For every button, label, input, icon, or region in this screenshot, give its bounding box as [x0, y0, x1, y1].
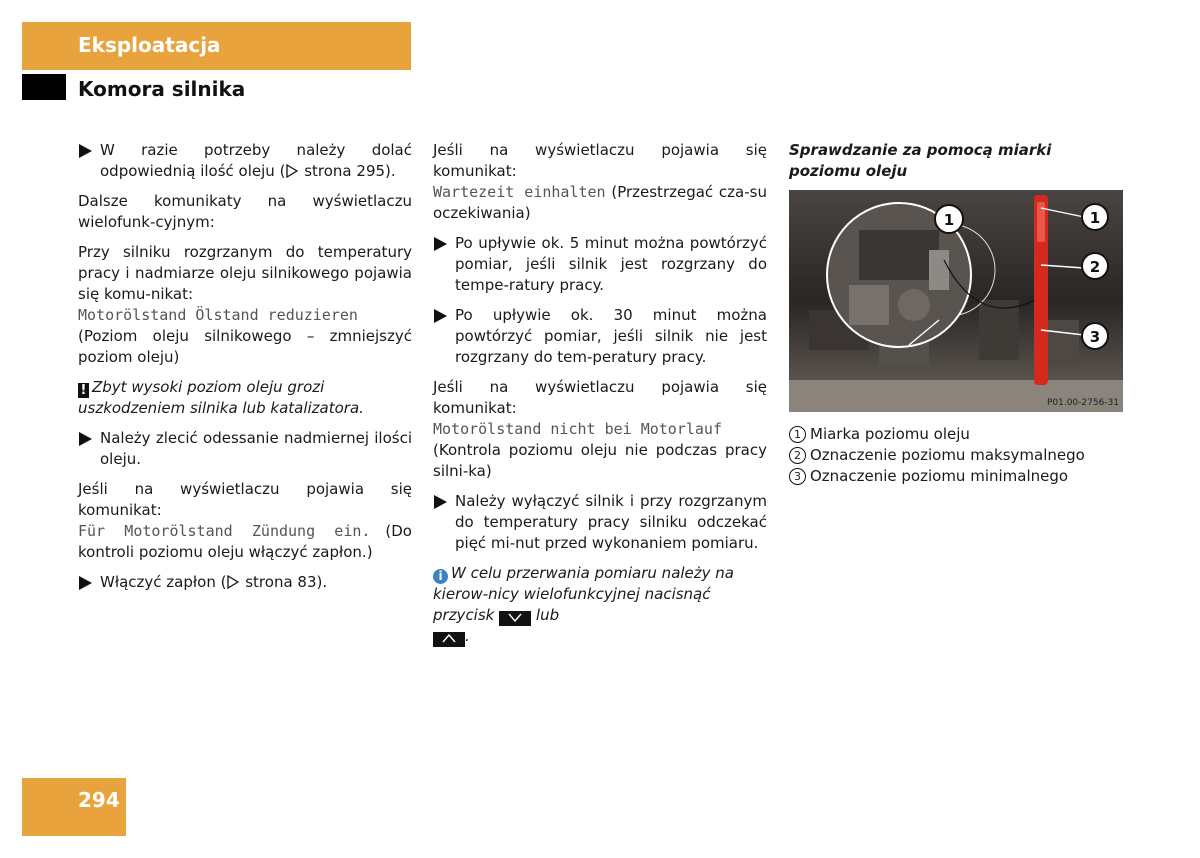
column-1	[78, 140, 412, 602]
svg-text:3: 3	[1089, 328, 1101, 346]
display-message: Wartezeit einhalten	[433, 183, 606, 201]
column-2	[433, 140, 767, 656]
legend-item: 3 Oznaczenie poziomu minimalnego	[789, 466, 1123, 487]
list-item: Należy zlecić odessanie nadmiernej ilości oleju.	[78, 428, 412, 470]
column-3	[789, 140, 1123, 487]
section-marker	[22, 74, 66, 100]
page-number: 294	[78, 788, 120, 812]
display-message: Motorölstand nicht bei Motorlauf	[433, 420, 722, 438]
legend-item: 2 Oznaczenie poziomu maksymalnego	[789, 445, 1123, 466]
page-reference-icon	[286, 164, 298, 178]
figure-code: P01.00-2756-31	[1046, 398, 1119, 408]
bullet-arrow-icon	[434, 495, 447, 509]
bullet-arrow-icon	[79, 432, 92, 446]
engine-bay-illustration	[789, 190, 1123, 412]
list-item: Włączyć zapłon ( strona 83).	[78, 572, 412, 593]
paragraph: Przy silniku rozgrzanym do temperatury pracy i nadmiarze oleju silnikowego pojawia się komu-nikat: Motorölstand Ölstand reduzieren (Poziom oleju silnikowego – zmniejszyć poziom oleju)	[78, 243, 412, 366]
bullet-arrow-icon	[79, 576, 92, 590]
svg-text:2: 2	[1089, 258, 1101, 276]
up-key-icon	[433, 632, 465, 647]
bullet-arrow-icon	[434, 309, 447, 323]
paragraph: Jeśli na wyświetlaczu pojawia się komunikat: Motorölstand nicht bei Motorlauf (Kontrola poziomu oleju nie podczas pracy silni-ka)	[433, 378, 767, 480]
section-title: Eksploatacja	[78, 33, 221, 57]
list-item: Po upływie ok. 30 minut można powtórzyć pomiar, jeśli silnik nie jest rozgrzany do tem-peratury pracy.	[433, 305, 767, 368]
svg-text:1: 1	[1089, 209, 1101, 227]
page-title: Komora silnika	[78, 77, 246, 101]
info-icon: i	[433, 569, 448, 584]
bullet-arrow-icon	[79, 144, 92, 158]
list-item: Po upływie ok. 5 minut można powtórzyć pomiar, jeśli silnik jest rozgrzany do tempe-ratury pracy.	[433, 233, 767, 296]
figure-caption: Sprawdzanie za pomocą miarki poziomu oleju	[789, 141, 1052, 180]
list-item: Należy wyłączyć silnik i przy rozgrzanym do temperatury pracy silniku odczekać pięć mi-nut przed wykonaniem pomiaru.	[433, 491, 767, 554]
display-message: Für Motorölstand Zündung ein.	[78, 522, 371, 540]
page-reference-icon	[227, 575, 239, 589]
engine-bay-figure	[789, 190, 1123, 412]
down-key-icon	[499, 611, 531, 626]
warning-note: ! Zbyt wysoki poziom oleju grozi uszkodzeniem silnika lub katalizatora.	[78, 378, 364, 417]
paragraph: Dalsze komunikaty na wyświetlaczu wielofunk-cyjnym:	[78, 192, 412, 231]
info-note: i W celu przerwania pomiaru należy na kierow-nicy wielofunkcyjnej nacisnąć przycisk lub .	[433, 564, 734, 645]
legend-item: 1 Miarka poziomu oleju	[789, 424, 1123, 445]
warning-icon: !	[78, 383, 89, 398]
svg-text:1: 1	[943, 211, 955, 229]
paragraph: Jeśli na wyświetlaczu pojawia się komunikat: Wartezeit einhalten (Przestrzegać cza-su oczekiwania)	[433, 141, 767, 222]
display-message: Motorölstand Ölstand reduzieren	[78, 306, 358, 324]
paragraph: Jeśli na wyświetlaczu pojawia się komunikat: Für Motorölstand Zündung ein. (Do kontroli poziomu oleju włączyć zapłon.)	[78, 480, 412, 561]
bullet-arrow-icon	[434, 237, 447, 251]
list-item: W razie potrzeby należy dolać odpowiednią ilość oleju ( strona 295).	[78, 140, 412, 182]
